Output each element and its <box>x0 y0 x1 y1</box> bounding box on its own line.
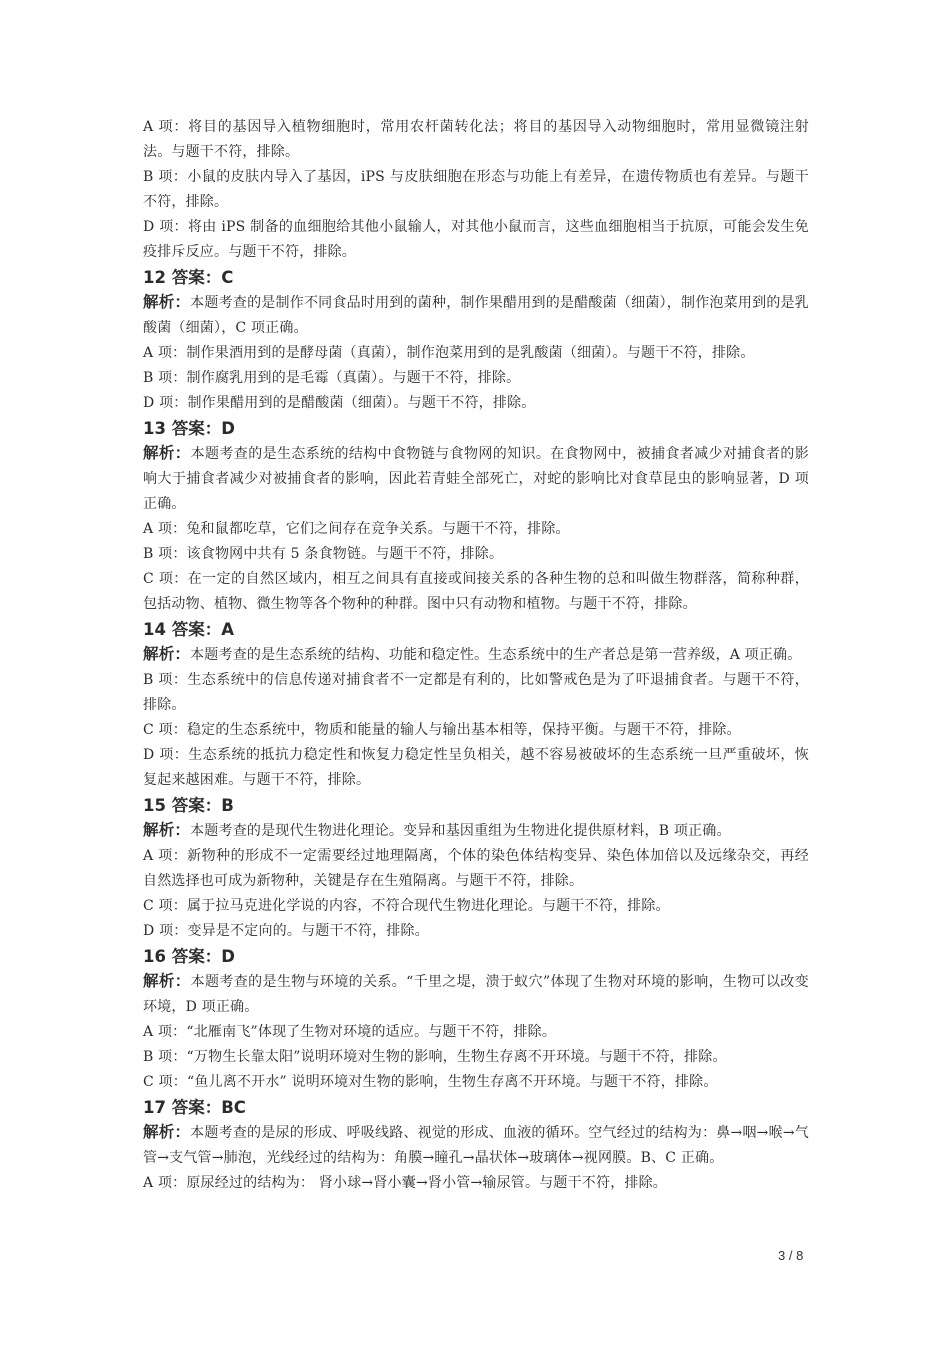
intro-option-b: B 项：小鼠的皮肤内导入了基因，iPS 与皮肤细胞在形态与功能上有差异，在遗传物质也有差异。与题干不符，排除。 <box>143 169 809 210</box>
answer-heading-16: 16 答案：D <box>143 947 235 966</box>
option-16-b: B 项：“万物生长靠太阳”说明环境对生物的影响，生物生存离不开环境。与题干不符，排除。 <box>143 1049 727 1065</box>
analysis-text: 本题考查的是尿的形成、呼吸线路、视觉的形成、血液的循环。空气经过的结构为：鼻→咽→喉→气管→支气管→肺泡，光线经过的结构为：角膜→瞳孔→晶状体→玻璃体→视网膜。B、C 正确。 <box>143 1125 809 1166</box>
answer-heading-17: 17 答案：BC <box>143 1098 246 1117</box>
option-16-c: C 项：“鱼儿离不开水” 说明环境对生物的影响，生物生存离不开环境。与题干不符，排除。 <box>143 1074 718 1090</box>
option-13-c: C 项：在一定的自然区域内，相互之间具有直接或间接关系的各种生物的总和叫做生物群落，简称种群，包括动物、植物、微生物等各个物种的种群。图中只有动物和植物。与题干不符，排除。 <box>143 571 809 612</box>
option-12-a: A 项：制作果酒用到的是酵母菌（真菌），制作泡菜用到的是乳酸菌（细菌）。与题干不符，排除。 <box>143 345 755 361</box>
option-14-d: D 项：生态系统的抵抗力稳定性和恢复力稳定性呈负相关，越不容易被破坏的生态系统一旦严重破坏，恢复起来越困难。与题干不符，排除。 <box>143 747 809 788</box>
intro-option-a: A 项：将目的基因导入植物细胞时，常用农杆菌转化法；将目的基因导入动物细胞时，常用显微镜注射法。与题干不符，排除。 <box>143 119 809 160</box>
analysis-label: 解析： <box>143 821 191 839</box>
option-13-b: B 项：该食物网中共有 5 条食物链。与题干不符，排除。 <box>143 546 504 562</box>
option-15-a: A 项：新物种的形成不一定需要经过地理隔离，个体的染色体结构变异、染色体加倍以及远缘杂交，再经自然选择也可成为新物种，关键是存在生殖隔离。与题干不符，排除。 <box>143 848 809 889</box>
analysis-label: 解析： <box>143 293 191 311</box>
option-15-d: D 项：变异是不定向的。与题干不符，排除。 <box>143 923 429 939</box>
page-content <box>143 115 809 1196</box>
analysis-label: 解析： <box>143 1123 191 1141</box>
answer-heading-13: 13 答案：D <box>143 419 235 438</box>
analysis-text: 本题考查的是生态系统的结构、功能和稳定性。生态系统中的生产者总是第一营养级，A 项正确。 <box>190 647 802 663</box>
analysis-text: 本题考查的是制作不同食品时用到的菌种，制作果醋用到的是醋酸菌（细菌），制作泡菜用到的是乳酸菌（细菌），C 项正确。 <box>143 295 809 336</box>
option-14-c: C 项：稳定的生态系统中，物质和能量的输人与输出基本相等，保持平衡。与题干不符，排除。 <box>143 722 741 738</box>
analysis-13 <box>143 441 809 517</box>
answer-heading-12: 12 答案：C <box>143 268 234 287</box>
analysis-17 <box>143 1120 809 1171</box>
option-15-c: C 项：属于拉马克进化学说的内容，不符合现代生物进化理论。与题干不符，排除。 <box>143 898 670 914</box>
answer-heading-15: 15 答案：B <box>143 796 234 815</box>
page-number: 3 / 8 <box>778 1248 804 1263</box>
answer-heading-14: 14 答案：A <box>143 620 234 639</box>
option-16-a: A 项：“北雁南飞”体现了生物对环境的适应。与题干不符，排除。 <box>143 1024 557 1040</box>
option-12-d: D 项：制作果醋用到的是醋酸菌（细菌）。与题干不符，排除。 <box>143 395 536 411</box>
analysis-label: 解析： <box>143 444 191 462</box>
analysis-text: 本题考查的是生态系统的结构中食物链与食物网的知识。在食物网中，被捕食者减少对捕食者的影响大于捕食者减少对被捕食者的影响，因此若青蛙全部死亡，对蛇的影响比对食草昆虫的影响显著，D 项正确。 <box>143 446 809 512</box>
analysis-14 <box>143 642 809 668</box>
option-14-b: B 项：生态系统中的信息传递对捕食者不一定都是有利的，比如警戒色是为了吓退捕食者。与题干不符，排除。 <box>143 672 809 713</box>
option-13-a: A 项：兔和鼠都吃草，它们之间存在竞争关系。与题干不符，排除。 <box>143 521 570 537</box>
analysis-12 <box>143 290 809 341</box>
option-17-a: A 项：原尿经过的结构为： 肾小球→肾小囊→肾小管→输尿管。与题干不符，排除。 <box>143 1175 668 1191</box>
intro-option-d: D 项：将由 iPS 制备的血细胞给其他小鼠输人，对其他小鼠而言，这些血细胞相当于抗原，可能会发生免疫排斥反应。与题干不符，排除。 <box>143 219 809 260</box>
analysis-label: 解析： <box>143 645 191 663</box>
analysis-text: 本题考查的是现代生物进化理论。变异和基因重组为生物进化提供原材料，B 项正确。 <box>190 823 731 839</box>
option-12-b: B 项：制作腐乳用到的是毛霉（真菌）。与题干不符，排除。 <box>143 370 521 386</box>
analysis-text: 本题考查的是生物与环境的关系。“千里之堤，溃于蚁穴”体现了生物对环境的影响，生物可以改变环境，D 项正确。 <box>143 974 809 1015</box>
analysis-label: 解析： <box>143 972 191 990</box>
analysis-15 <box>143 818 809 844</box>
analysis-16 <box>143 969 809 1020</box>
